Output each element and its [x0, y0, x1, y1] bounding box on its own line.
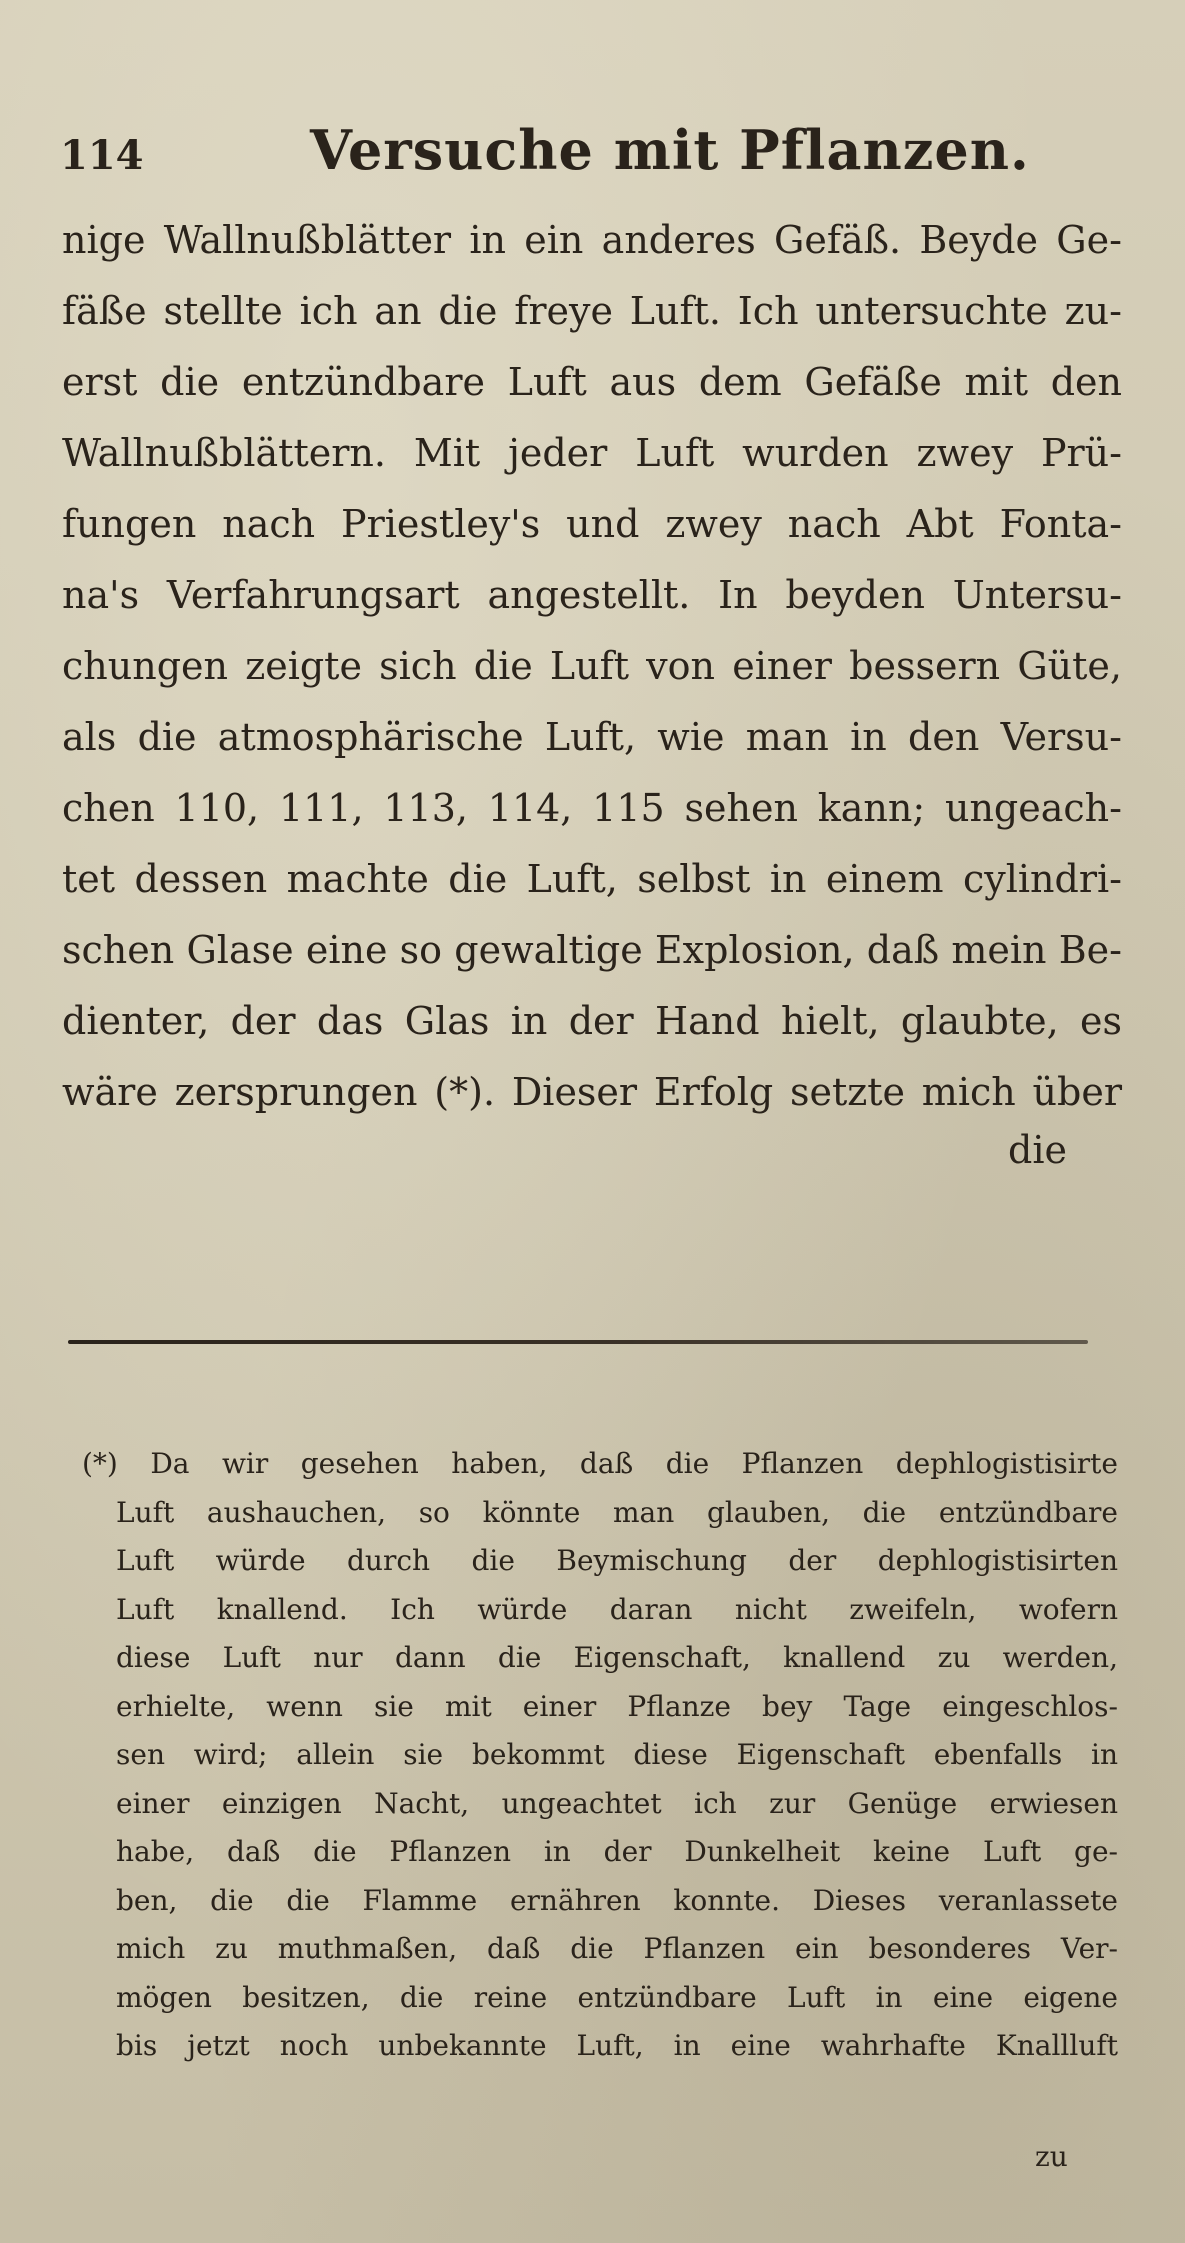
body-line: dienter, der das Glas in der Hand hielt, glaubte, es: [62, 999, 1122, 1043]
body-line: fungen nach Priestley's und zwey nach Abt Fonta-: [62, 502, 1122, 546]
footnote-line: Luft würde durch die Beymischung der dephlogistisirten: [116, 1544, 1118, 1577]
body-line: chen 110, 111, 113, 114, 115 sehen kann; ungeach-: [62, 786, 1122, 830]
footnote-line: mich zu muthmaßen, daß die Pflanzen ein besonderes Ver-: [116, 1932, 1118, 1965]
page-number: 114: [60, 132, 144, 179]
footnote-line: Luft aushauchen, so könnte man glauben, die entzündbare: [116, 1495, 1118, 1529]
footnote-line: sen wird; allein sie bekommt diese Eigenschaft ebenfalls in: [116, 1738, 1118, 1771]
body-line: tet dessen machte die Luft, selbst in einem cylindri-: [62, 857, 1122, 901]
footnote-line: mögen besitzen, die reine entzündbare Luft in eine eigene: [116, 1980, 1118, 2014]
footnote-line: bis jetzt noch unbekannte Luft, in eine wahrhafte Knallluft: [116, 2029, 1118, 2062]
footnote-line: erhielte, wenn sie mit einer Pflanze bey Tage eingeschlos-: [116, 1689, 1118, 1723]
body-line: Wallnußblättern. Mit jeder Luft wurden zwey Prü-: [62, 431, 1122, 475]
body-line: schen Glase eine so gewaltige Explosion, daß mein Be-: [62, 928, 1122, 972]
page-header: [60, 118, 1120, 182]
running-title: Versuche mit Pflanzen.: [310, 118, 1030, 182]
body-line: fäße stellte ich an die freye Luft. Ich untersuchte zu-: [62, 289, 1122, 333]
body-line: chungen zeigte sich die Luft von einer bessern Güte,: [62, 644, 1122, 688]
footnote-line: Luft knallend. Ich würde daran nicht zweifeln, wofern: [116, 1592, 1118, 1626]
main-text: [62, 205, 1122, 1128]
footnote-line: einer einzigen Nacht, ungeachtet ich zur Genüge erwiesen: [116, 1786, 1118, 1820]
body-line: na's Verfahrungsart angestellt. In beyden Untersu-: [62, 573, 1122, 617]
footnote-line: ben, die die Flamme ernähren konnte. Dieses veranlassete: [116, 1883, 1118, 1917]
body-line: nige Wallnußblätter in ein anderes Gefäß. Beyde Ge-: [62, 218, 1122, 262]
footnote-line: (*) Da wir gesehen haben, daß die Pflanzen dephlogistisirte: [82, 1447, 1118, 1480]
footnote-line: habe, daß die Pflanzen in der Dunkelheit keine Luft ge-: [116, 1835, 1118, 1868]
footnote-catchword: zu: [1035, 2140, 1068, 2173]
catchword: die: [1008, 1128, 1067, 1172]
footnote-divider: [68, 1340, 1088, 1344]
body-line: erst die entzündbare Luft aus dem Gefäße mit den: [62, 360, 1122, 404]
body-line: als die atmosphärische Luft, wie man in den Versu-: [62, 715, 1122, 759]
body-line: wäre zersprungen (*). Dieser Erfolg setzte mich über: [62, 1070, 1122, 1114]
footnote: [82, 1440, 1118, 2071]
footnote-line: diese Luft nur dann die Eigenschaft, knallend zu werden,: [116, 1641, 1118, 1674]
